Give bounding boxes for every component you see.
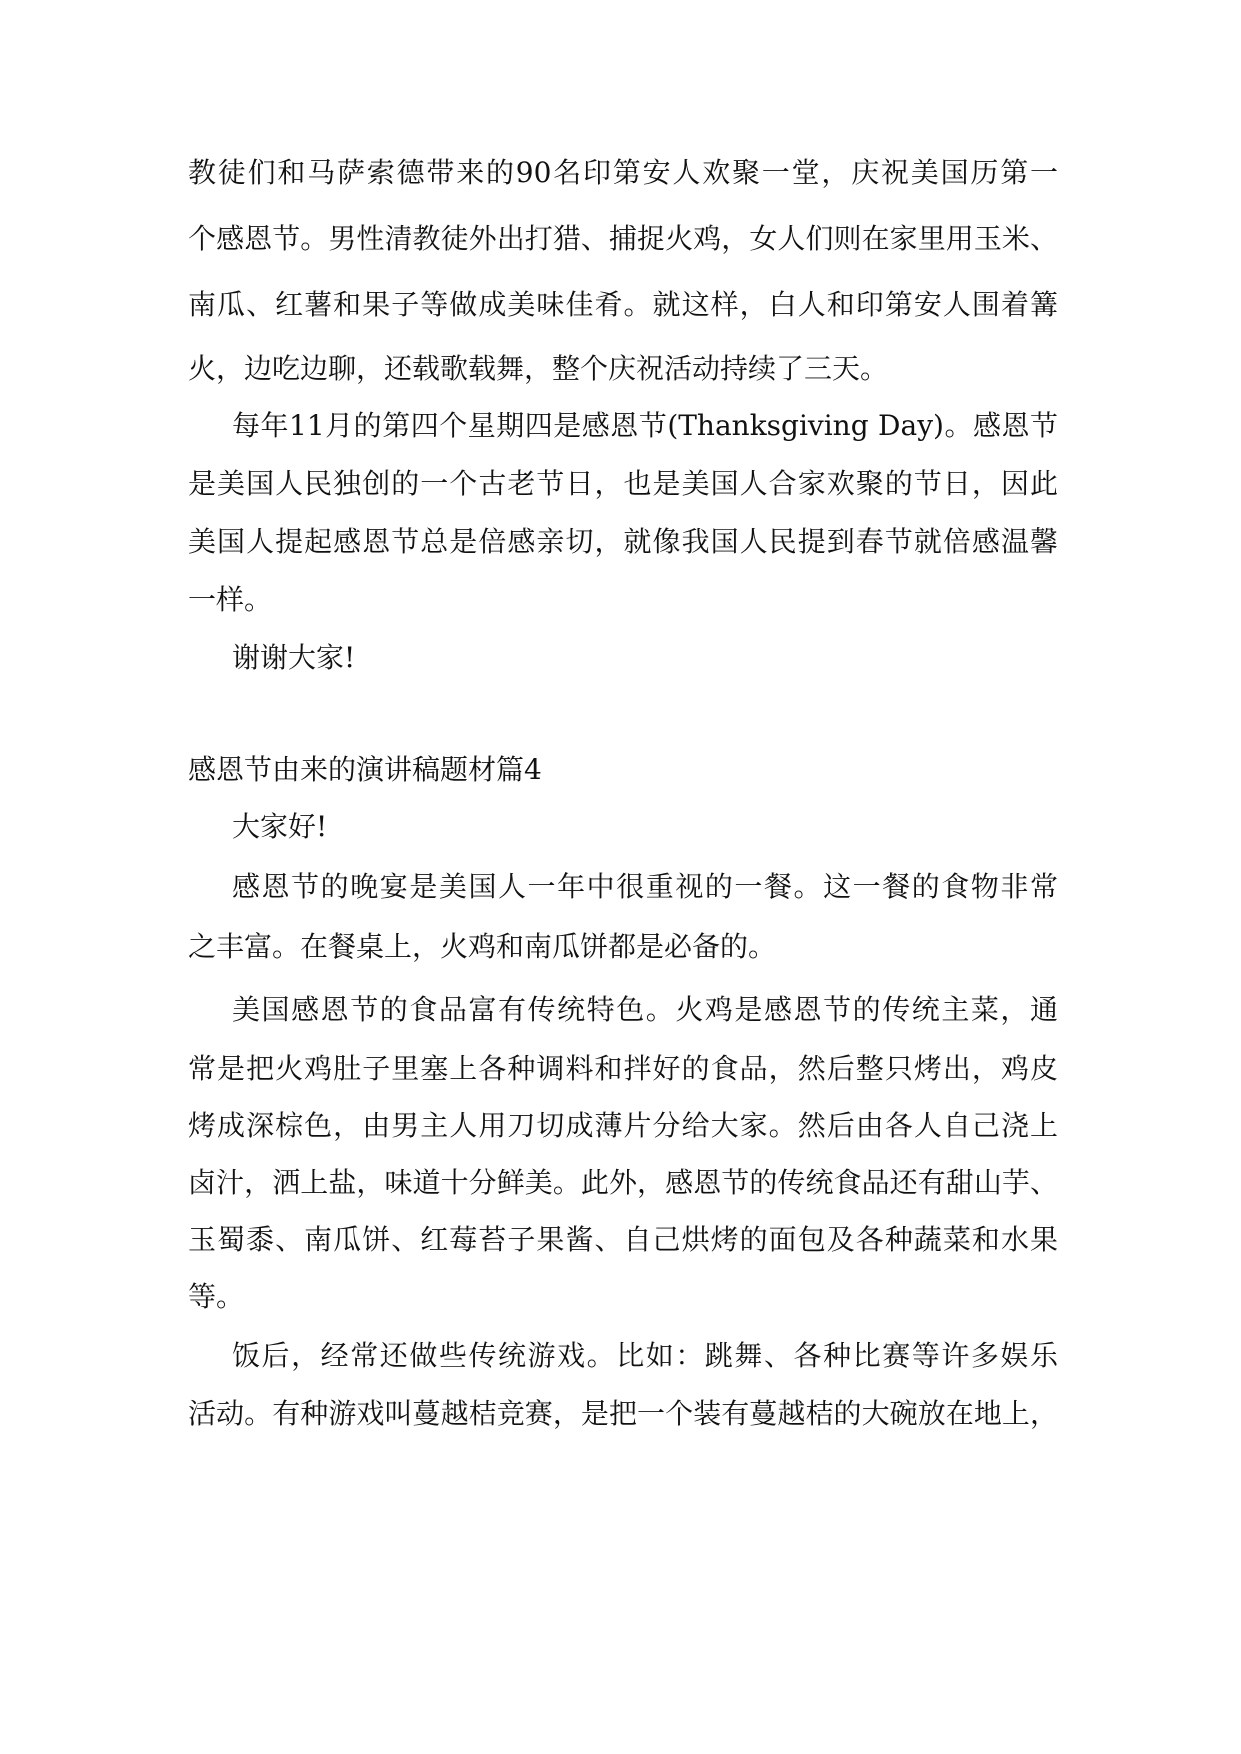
text-line: 火，边吃边聊，还载歌载舞，整个庆祝活动持续了三天。 [188,352,889,385]
text-line: 是美国人民独创的一个古老节日，也是美国人合家欢聚的节日，因此 [188,467,1058,500]
text-line: 饭后，经常还做些传统游戏。比如：跳舞、各种比赛等许多娱乐 [232,1339,1058,1372]
text-line: 活动。有种游戏叫蔓越桔竞赛，是把一个装有蔓越桔的大碗放在地上， [188,1397,1058,1430]
text-line: 南瓜、红薯和果子等做成美味佳肴。就这样，白人和印第安人围着篝 [188,288,1058,321]
greeting-line: 大家好! [232,810,328,843]
text-line: 等。 [188,1280,245,1313]
closing-line: 谢谢大家! [232,641,356,674]
text-line: 感恩节的晚宴是美国人一年中很重视的一餐。这一餐的食物非常 [232,870,1058,903]
text-line: 教徒们和马萨索德带来的90名印第安人欢聚一堂，庆祝美国历第一 [188,156,1058,189]
text-line: 之丰富。在餐桌上，火鸡和南瓜饼都是必备的。 [188,930,777,963]
text-line: 常是把火鸡肚子里塞上各种调料和拌好的食品，然后整只烤出，鸡皮 [188,1052,1058,1085]
text-line: 一样。 [188,583,273,616]
text-line: 个感恩节。男性清教徒外出打猎、捕捉火鸡，女人们则在家里用玉米、 [188,222,1058,255]
text-line: 每年11月的第四个星期四是感恩节(Thanksgiving Day)。感恩节 [232,409,1058,442]
text-line: 烤成深棕色，由男主人用刀切成薄片分给大家。然后由各人自己浇上 [188,1109,1058,1142]
text-line: 卤汁，洒上盐，味道十分鲜美。此外，感恩节的传统食品还有甜山芋、 [188,1166,1058,1199]
section-heading: 感恩节由来的演讲稿题材篇4 [188,753,542,786]
text-line: 美国感恩节的食品富有传统特色。火鸡是感恩节的传统主菜，通 [232,993,1058,1026]
text-line: 玉蜀黍、南瓜饼、红莓苔子果酱、自己烘烤的面包及各种蔬菜和水果 [188,1223,1058,1256]
text-line: 美国人提起感恩节总是倍感亲切，就像我国人民提到春节就倍感温馨 [188,525,1058,558]
